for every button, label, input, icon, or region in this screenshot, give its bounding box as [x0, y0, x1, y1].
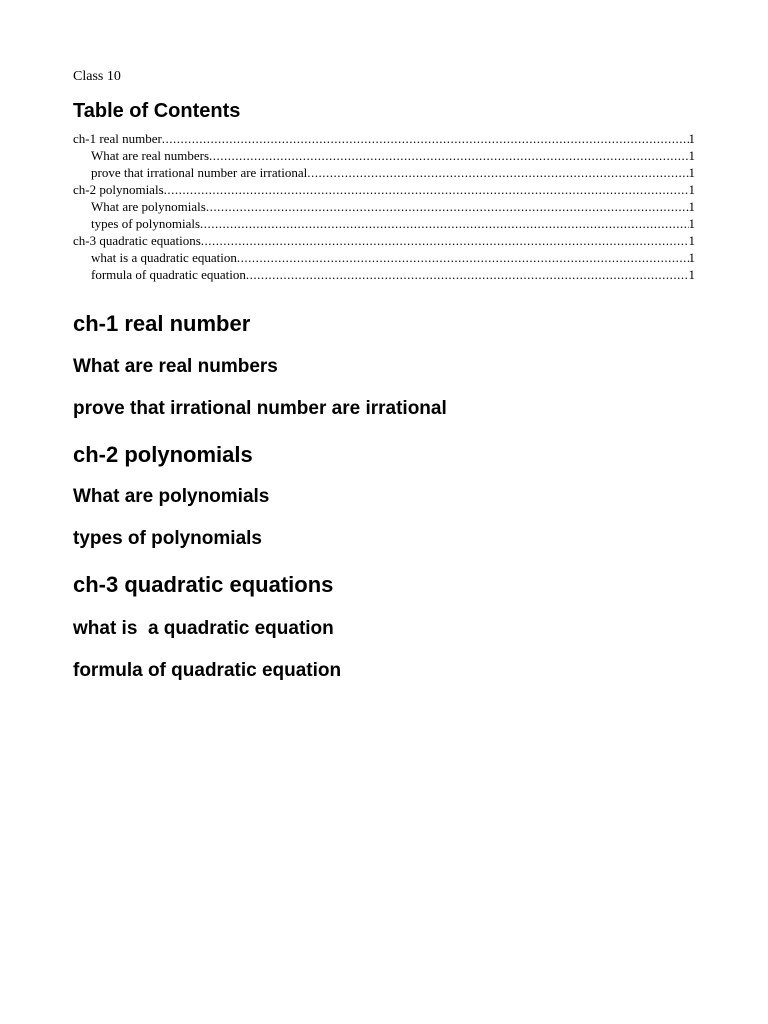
toc-dot-leader — [162, 130, 689, 147]
heading-formula-quadratic-equation: formula of quadratic equation — [73, 660, 342, 681]
toc-entry-label: ch-3 quadratic equations — [73, 233, 201, 248]
toc-title: Table of Contents — [73, 100, 241, 122]
heading-ch3-quadratic-equations: ch-3 quadratic equations — [73, 572, 334, 597]
toc-page-number: 1 — [688, 131, 695, 146]
heading-types-of-polynomials: types of polynomials — [73, 528, 262, 549]
toc-entry-label: What are real numbers — [91, 148, 210, 163]
toc-entry-what-polynomials[interactable] — [73, 198, 695, 215]
toc-entry-label: What are polynomials — [91, 199, 206, 214]
toc-page-number: 1 — [688, 233, 695, 248]
heading-what-are-real-numbers: What are real numbers — [73, 356, 278, 377]
toc-entry-label: prove that irrational number are irrational — [91, 165, 308, 180]
toc-page-number: 1 — [688, 267, 695, 282]
toc-dot-leader — [209, 147, 688, 164]
toc-entry-ch2[interactable] — [73, 181, 695, 198]
heading-ch2-polynomials: ch-2 polynomials — [73, 442, 253, 467]
toc-dot-leader — [246, 266, 689, 283]
heading-ch1-real-number: ch-1 real number — [73, 311, 251, 336]
toc-entry-ch3[interactable] — [73, 232, 695, 249]
toc-page-number: 1 — [688, 165, 695, 180]
toc-page-number: 1 — [688, 250, 695, 265]
heading-what-are-polynomials: What are polynomials — [73, 486, 270, 507]
heading-what-is-quadratic-equation: what is a quadratic equation — [73, 618, 334, 639]
toc-entry-label: what is a quadratic equation — [91, 250, 237, 265]
toc-entry-types-polynomials[interactable] — [73, 215, 695, 232]
toc-entry-formula-quadratic[interactable] — [73, 266, 695, 283]
toc-dot-leader — [237, 249, 689, 266]
toc-entry-label: types of polynomials — [91, 216, 201, 231]
toc-entry-label: formula of quadratic equation — [91, 267, 246, 282]
toc-dot-leader — [200, 215, 688, 232]
toc-entry-real-numbers[interactable] — [73, 147, 695, 164]
toc-entry-irrational[interactable] — [73, 164, 695, 181]
toc-page-number: 1 — [688, 216, 695, 231]
toc-entry-label: ch-2 polynomials — [73, 182, 164, 197]
toc-page-number: 1 — [688, 182, 695, 197]
toc-dot-leader — [307, 164, 688, 181]
toc-dot-leader — [164, 181, 689, 198]
toc-page-number: 1 — [688, 148, 695, 163]
toc-entry-ch1[interactable] — [73, 130, 695, 147]
toc-dot-leader — [206, 198, 689, 215]
page-header-text: Class 10 — [73, 69, 121, 84]
table-of-contents — [73, 130, 695, 283]
heading-prove-irrational: prove that irrational number are irrational — [73, 398, 447, 419]
toc-entry-label: ch-1 real number — [73, 131, 162, 146]
toc-entry-what-quadratic[interactable] — [73, 249, 695, 266]
toc-dot-leader — [201, 232, 689, 249]
toc-page-number: 1 — [688, 199, 695, 214]
